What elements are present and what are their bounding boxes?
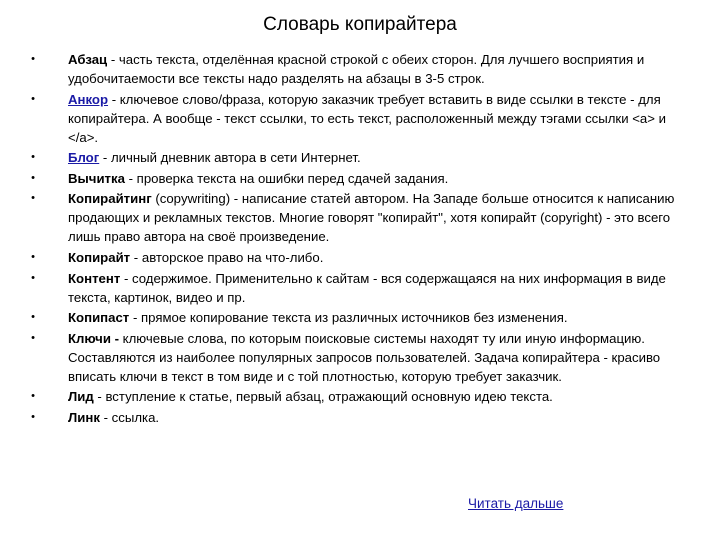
glossary-item [28,90,684,147]
glossary-item [28,387,684,406]
glossary-definition: - содержимое. Применительно к сайтам - вся содержащаяся на них информация в виде текста, картинок, видео и пр. [68,270,666,305]
glossary-item [28,408,684,427]
glossary-term: Копирайт [68,249,131,265]
glossary-term: Копипаст [68,310,130,326]
bullet-icon: • [31,171,35,184]
page-title: Словарь копирайтера [263,14,457,35]
bullet-icon: • [31,410,35,423]
glossary-term: Абзац [68,52,108,67]
glossary-term: Ключи - [68,330,120,346]
bullet-icon: • [31,390,35,403]
bullet-icon: • [31,331,35,344]
glossary-definition: - ссылка. [99,409,160,425]
glossary-term: Лид [68,389,94,405]
glossary-term: Контент [68,270,121,286]
glossary-definition: ключевые слова, по которым поисковые системы находят ту или иную информацию. Составляются из наиболее популярных запросов пользователей. Задача копирайтера - красиво вписать ключи в текст в том виде и с той плотностью, которую требует заказчик. [68,330,661,384]
glossary-term-link[interactable]: Анкор [68,91,109,107]
glossary-item [28,148,684,167]
glossary-definition: - вступление к статье, первый абзац, отражающий основную идею текста. [93,389,553,405]
glossary-item [28,269,684,307]
glossary-definition: - проверка текста на ошибки перед сдачей задания. [124,170,449,186]
glossary-item [28,248,684,267]
glossary-term: Копирайтинг [68,191,152,207]
glossary-item [28,329,684,386]
bullet-icon: • [31,92,35,105]
glossary-term: Вычитка [68,170,125,186]
read-more-link[interactable]: Читать дальше [468,496,564,511]
bullet-icon: • [31,311,35,324]
glossary-definition: - прямое копирование текста из различных источников без изменения. [129,310,568,326]
bullet-icon: • [31,53,35,65]
glossary-item [28,189,684,246]
glossary-definition: - ключевое слово/фраза, которую заказчик требует вставить в виде ссылки в тексте - для копирайтера. А вообще - текст ссылки, то есть текст, расположенный между тэгами ссылки <a> и </a>. [68,91,666,145]
glossary-definition: - личный дневник автора в сети Интернет. [99,150,361,166]
glossary-definition: - авторское право на что-либо. [130,249,324,265]
glossary-definition: - часть текста, отделённая красной строкой с обеих сторон. Для лучшего восприятия и удобочитаемости все тексты надо разделять на абзацы в 3-5 строк. [68,52,645,86]
glossary-item [28,169,684,188]
bullet-icon: • [31,151,35,164]
glossary-term: Линк [68,409,100,425]
glossary-term-link[interactable]: Блог [68,150,100,166]
bullet-icon: • [31,192,35,205]
bullet-icon: • [31,271,35,284]
glossary-definition: (copywriting) - написание статей автором. На Западе больше относится к написанию продающих и рекламных текстов. Многие говорят "копирайт", хотя копирайт (copyright) - это всего лишь право автора на своё произведение. [68,191,675,245]
glossary-list [28,50,684,429]
bullet-icon: • [31,250,35,263]
glossary-item [28,50,684,88]
glossary-item [28,308,684,327]
